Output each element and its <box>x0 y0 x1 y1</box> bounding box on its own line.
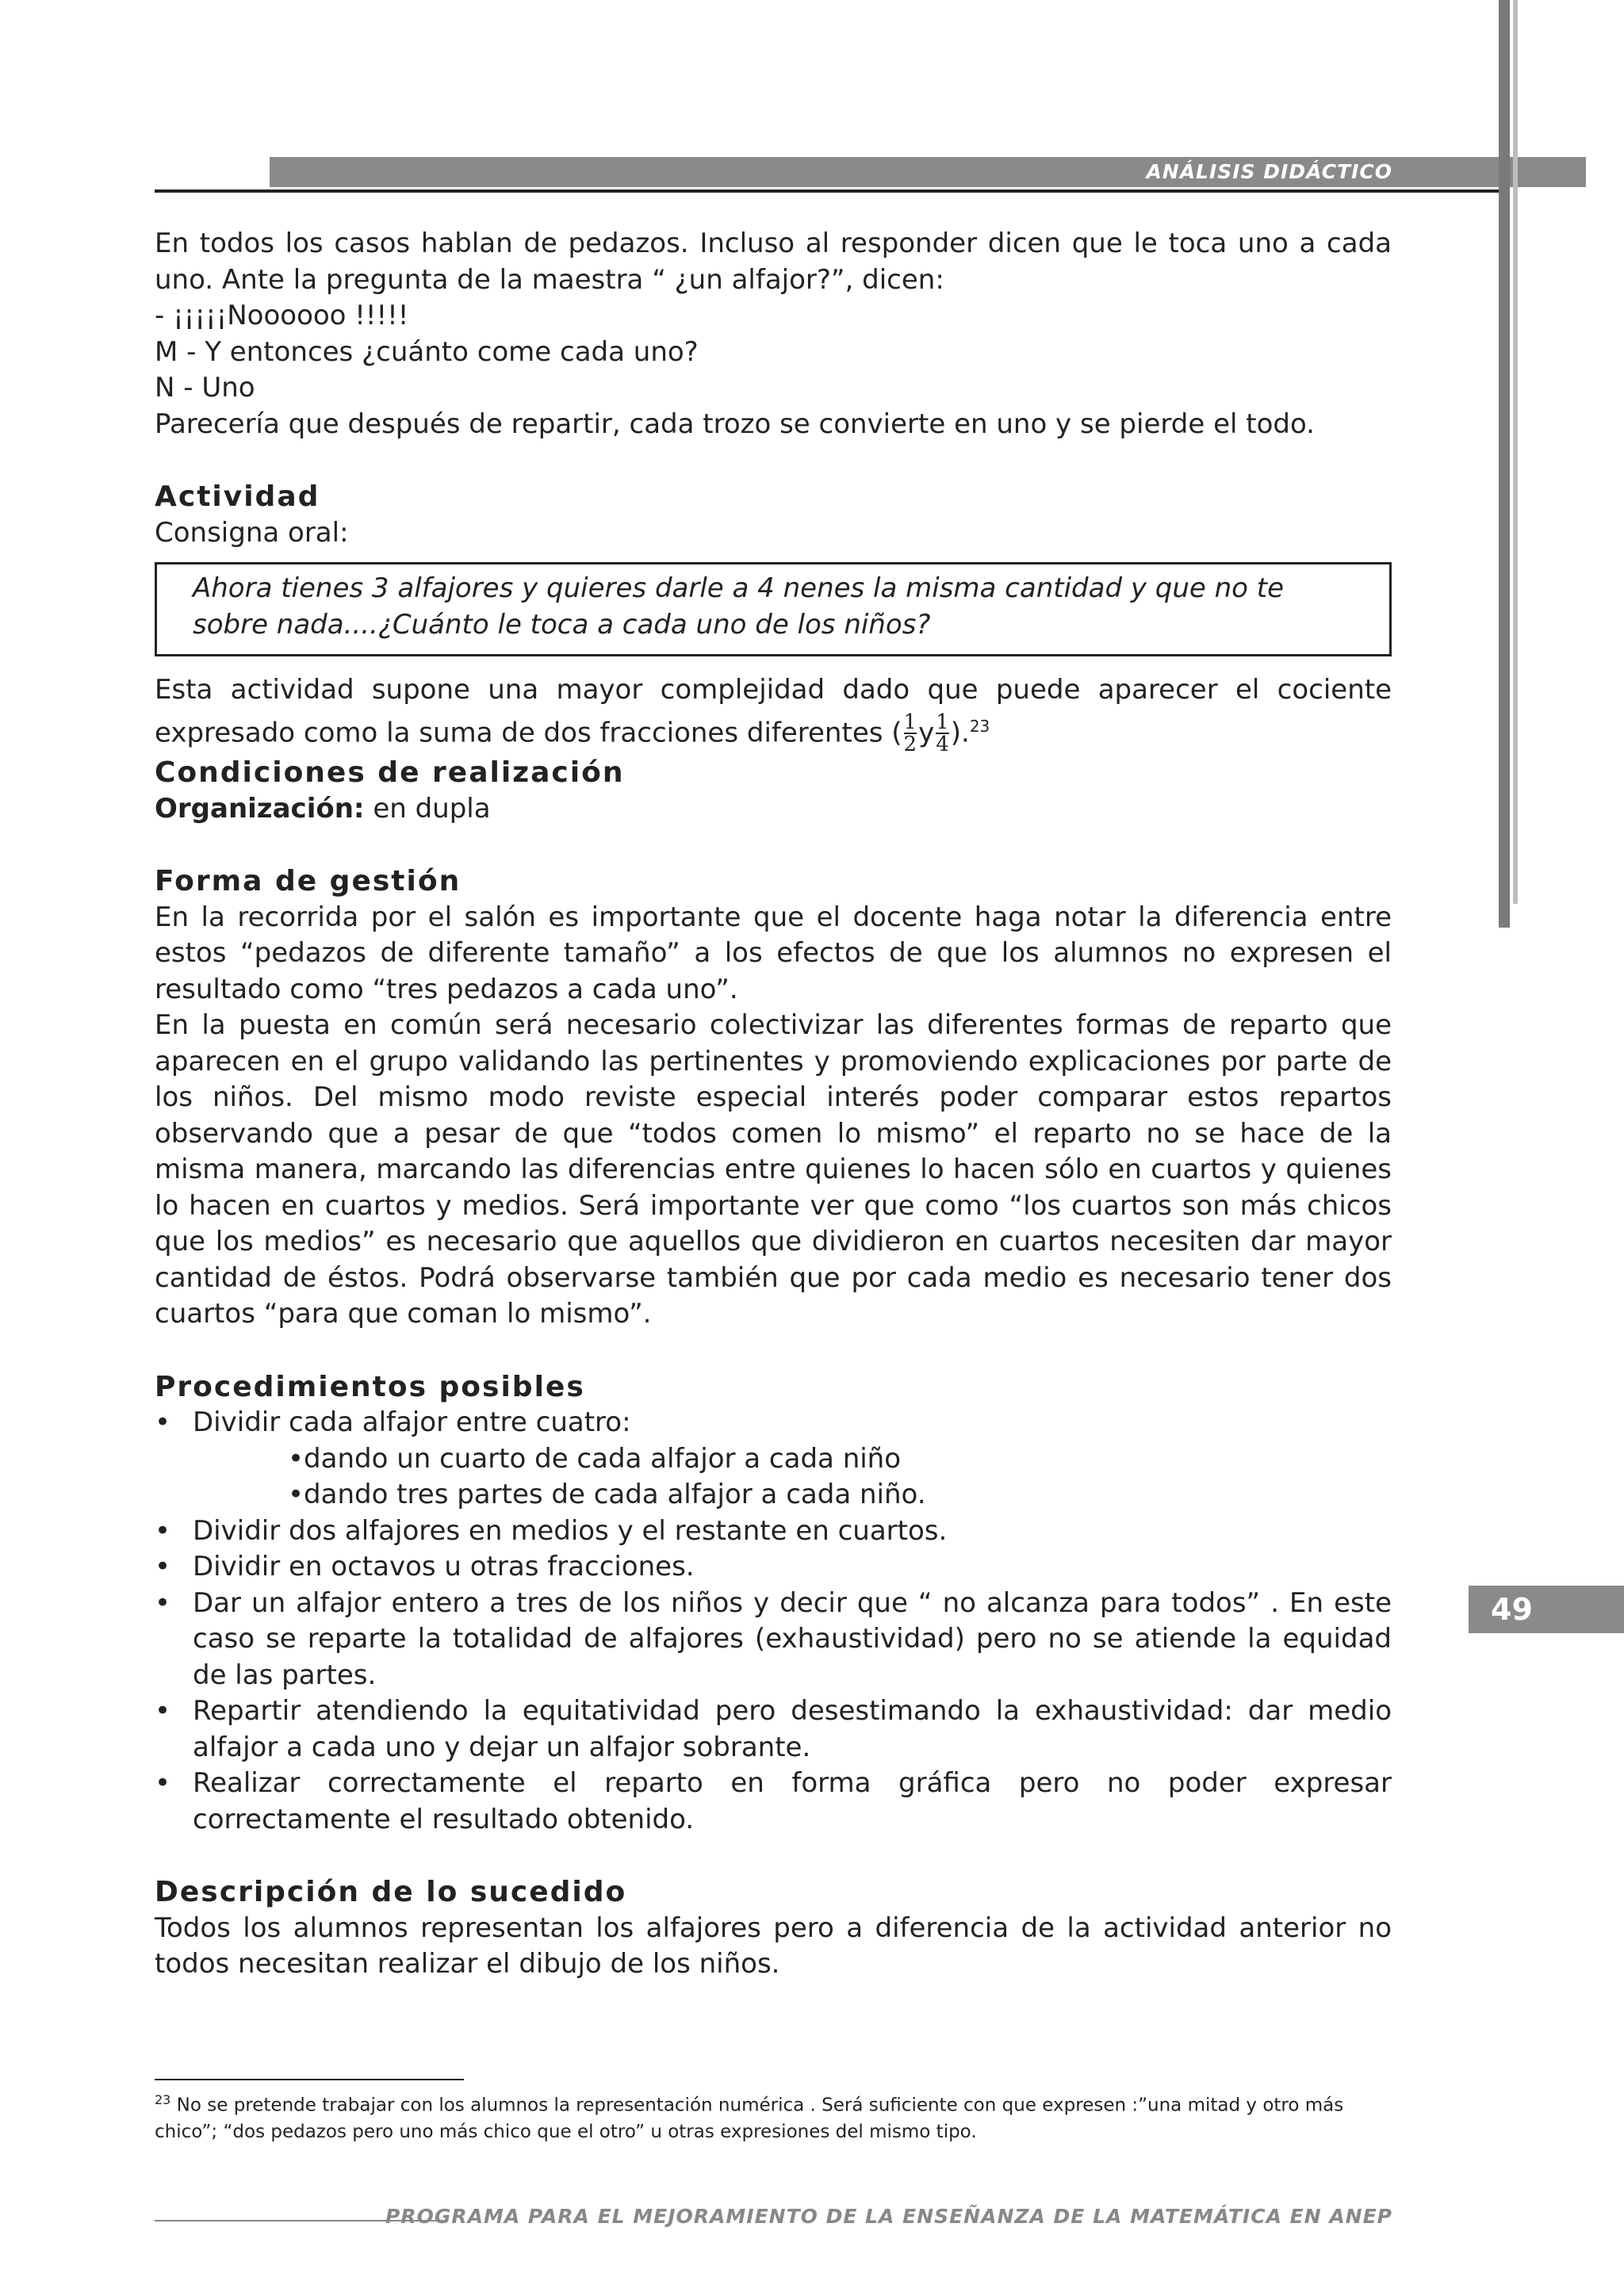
sub-item: •dando tres partes de cada alfajor a cada niño. <box>288 1479 926 1511</box>
page-number: 49 <box>1469 1586 1624 1633</box>
sub-item: •dando un cuarto de cada alfajor a cada niño <box>288 1442 902 1475</box>
text-span: Esta actividad supone una mayor complejidad dado que puede aparecer el cociente expresado como la suma de dos fracciones diferentes ( <box>155 674 1392 748</box>
organization-line <box>155 791 1392 828</box>
section-heading: Actividad <box>155 480 320 513</box>
fraction-numerator: 1 <box>903 710 917 735</box>
list-item: • Dividir en octavos u otras fracciones. <box>155 1549 1392 1586</box>
list-item: • Dar un alfajor entero a tres de los niños y decir que “ no alcanza para todos” . En este caso se reparte la totalidad de alfajores (exhaustividad) pero no se atiende la equidad de las partes. <box>155 1586 1392 1694</box>
section-heading: Forma de gestión <box>155 865 462 898</box>
fraction-one-half <box>904 712 917 755</box>
list-item: • Dividir dos alfajores en medios y el restante en cuartos. <box>155 1513 1392 1550</box>
dialogue-line: N - Uno <box>155 372 255 404</box>
section-title: ANÁLISIS DIDÁCTICO <box>1146 160 1392 183</box>
side-bar-dark <box>1499 0 1510 928</box>
list-item <box>155 1405 1392 1513</box>
footnote-ref: 23 <box>969 716 990 736</box>
page-body <box>155 226 1392 1983</box>
section-heading: Condiciones de realización <box>155 756 625 790</box>
paragraph-fractions <box>155 672 1392 755</box>
paragraph: En la puesta en común será necesario colectivizar las diferentes formas de reparto que aparecen en el grupo validando las pertinentes y promoviendo explicaciones por parte de los niños. Del mismo modo reviste especial interés poder comparar estos repartos observando que a pesar de que “todos comen lo mismo” el reparto no se hace de la misma manera, marcando las diferencias entre quienes lo hacen sólo en cuartos y quienes lo hacen en cuartos y medios. Será importante ver que como “los cuartos son más chicos que los medios” es necesario que aquellos que dividieron en cuartos necesiten dar mayor cantidad de éstos. Podrá observarse también que por cada medio es necesario tener dos cuartos “para que coman lo mismo”. <box>155 1009 1392 1330</box>
text-span: ). <box>950 716 970 748</box>
fraction-denominator: 2 <box>903 733 917 757</box>
dialogue-line: - ¡¡¡¡¡Noooooo !!!!! <box>155 300 409 331</box>
text-span: y <box>918 716 935 748</box>
organization-value: en dupla <box>364 792 491 825</box>
header-rule <box>155 189 1499 193</box>
organization-label: Organización: <box>155 792 365 825</box>
side-bar-light <box>1513 0 1518 904</box>
fraction-numerator: 1 <box>936 710 949 735</box>
consigna-label: Consigna oral: <box>155 516 349 549</box>
footer-text: PROGRAMA PARA EL MEJORAMIENTO DE LA ENSEÑANZA DE LA MATEMÁTICA EN ANEP <box>385 2205 1392 2228</box>
footnote-rule <box>155 2079 464 2080</box>
section-heading: Descripción de lo sucedido <box>155 1876 627 1909</box>
fraction-one-quarter <box>936 712 949 755</box>
paragraph: En la recorrida por el salón es importante que el docente haga notar la diferencia entre estos “pedazos de diferente tamaño” a los efectos de que los alumnos no expresen el resultado como “tres pedazos a cada uno”. <box>155 901 1392 1005</box>
instruction-box <box>155 562 1392 656</box>
paragraph: Todos los alumnos representan los alfajores pero a diferencia de la actividad anterior no todos necesitan realizar el dibujo de los niños. <box>155 1911 1392 1980</box>
section-heading: Procedimientos posibles <box>155 1370 585 1403</box>
list-item-text: Dividir cada alfajor entre cuatro: <box>193 1406 631 1439</box>
list-item: • Repartir atendiendo la equitatividad pero desestimando la exhaustividad: dar medio alfajor a cada uno y dejar un alfajor sobrante. <box>155 1693 1392 1766</box>
procedures-list <box>155 1405 1392 1838</box>
instruction-text: Ahora tienes 3 alfajores y quieres darle a 4 nenes la misma cantidad y que no te sobre nada....¿Cuánto le toca a cada uno de los niños? <box>193 572 1285 641</box>
paragraph: Parecería que después de repartir, cada trozo se convierte en uno y se pierde el todo. <box>155 408 1315 440</box>
footnote-text: No se pretende trabajar con los alumnos la representación numérica . Será suficiente con que expresen :”una mitad y otro más chico”; “dos pedazos pero uno más chico que el otro” u otras expresiones del mismo tipo. <box>155 2095 1344 2142</box>
fraction-denominator: 4 <box>936 733 949 757</box>
paragraph: En todos los casos hablan de pedazos. Incluso al responder dicen que le toca uno a cada uno. Ante la pregunta de la maestra “ ¿un alfajor?”, dicen: <box>155 228 1392 296</box>
footnote <box>155 2087 1392 2145</box>
list-item: • Realizar correctamente el reparto en forma gráfica pero no poder expresar correctamente el resultado obtenido. <box>155 1766 1392 1838</box>
footnote-number: 23 <box>155 2092 171 2107</box>
dialogue-line: M - Y entonces ¿cuánto come cada uno? <box>155 335 699 368</box>
